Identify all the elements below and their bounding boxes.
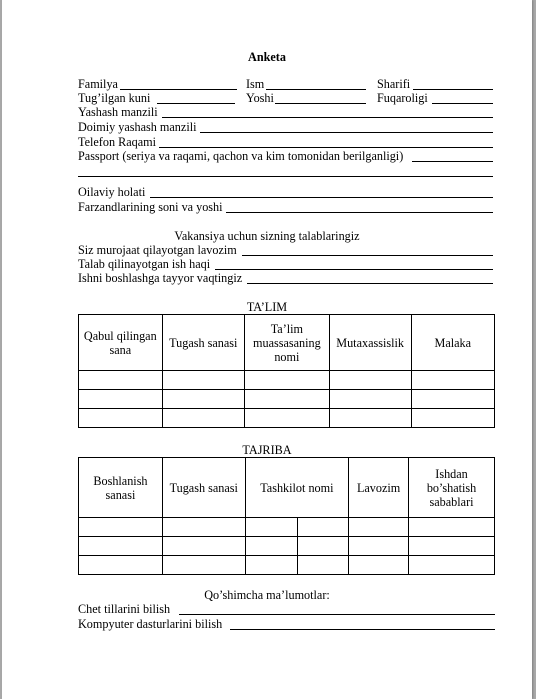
table-cell[interactable] [349, 518, 409, 537]
yashash-manzili-line[interactable] [162, 117, 493, 118]
passport-line-2[interactable] [78, 176, 493, 177]
talim-col-header [245, 315, 330, 371]
table-cell[interactable] [79, 537, 163, 556]
tajriba-header-tugash: Tugash sanasi [169, 480, 238, 495]
table-cell[interactable] [245, 518, 298, 537]
table-cell[interactable] [245, 556, 298, 575]
passport-line[interactable] [412, 161, 493, 162]
vaqt-line[interactable] [247, 283, 493, 284]
table-cell[interactable] [298, 556, 349, 575]
talim-table [78, 314, 495, 428]
table-cell[interactable] [349, 556, 409, 575]
talim-col-header [162, 315, 244, 371]
yoshi-label: Yoshi [246, 91, 274, 105]
oilaviy-label: Oilaviy holati [78, 185, 146, 199]
tajriba-header-boshlanish: Boshlanish sanasi [93, 473, 148, 502]
tajriba-heading: TAJRIBA [242, 443, 292, 457]
table-cell[interactable] [409, 556, 495, 575]
yoshi-line[interactable] [275, 103, 366, 104]
tajriba-header-lavozim: Lavozim [356, 480, 401, 495]
table-cell[interactable] [245, 409, 330, 428]
talim-header-tugash: Tugash sanasi [169, 335, 238, 350]
familya-label: Familya [78, 77, 118, 91]
table-row [79, 390, 495, 409]
table-cell[interactable] [409, 537, 495, 556]
table-cell[interactable] [329, 409, 411, 428]
sharifi-line[interactable] [413, 89, 493, 90]
tugilgan-kuni-line[interactable] [157, 103, 235, 104]
ism-line[interactable] [266, 89, 366, 90]
qoshimcha-heading: Qo’shimcha ma’lumotlar: [204, 588, 330, 602]
lavozim-label: Siz murojaat qilayotgan lavozim [78, 243, 237, 257]
talim-header-qabul: Qabul qilingan sana [83, 328, 157, 357]
table-cell[interactable] [79, 409, 163, 428]
ish-haqi-label: Talab qilinayotgan ish haqi [78, 257, 211, 271]
tajriba-col-header [79, 458, 163, 518]
ism-label: Ism [246, 77, 265, 91]
table-cell[interactable] [79, 556, 163, 575]
talim-col-header [79, 315, 163, 371]
tajriba-header-tashkilot: Tashkilot nomi [260, 480, 334, 495]
tajriba-col-header [349, 458, 409, 518]
table-row [79, 409, 495, 428]
table-cell[interactable] [245, 371, 330, 390]
passport-label: Passport (seriya va raqami, qachon va kim tomonidan berilganligi) [78, 149, 404, 163]
tajriba-col-header [245, 458, 349, 518]
vakansiya-heading: Vakansiya uchun sizning talablaringiz [174, 229, 360, 243]
table-cell[interactable] [162, 537, 245, 556]
tajriba-table [78, 457, 495, 575]
lavozim-line[interactable] [242, 255, 493, 256]
tajriba-header-row [79, 458, 495, 518]
table-cell[interactable] [79, 390, 163, 409]
table-cell[interactable] [245, 537, 298, 556]
doimiy-manzil-label: Doimiy yashash manzili [78, 120, 197, 134]
table-cell[interactable] [162, 390, 244, 409]
familya-line[interactable] [120, 89, 237, 90]
telefon-label: Telefon Raqami [78, 135, 156, 149]
vaqt-label: Ishni boshlashga tayyor vaqtingiz [78, 271, 243, 285]
table-row [79, 518, 495, 537]
table-row [79, 556, 495, 575]
fuqaroligi-line[interactable] [432, 103, 493, 104]
table-cell[interactable] [79, 518, 163, 537]
table-cell[interactable] [409, 518, 495, 537]
table-cell[interactable] [349, 537, 409, 556]
til-line[interactable] [179, 614, 495, 615]
tajriba-header-sabablar: Ishdan bo’shatish sabablari [426, 466, 477, 509]
table-cell[interactable] [411, 371, 494, 390]
document-page [2, 0, 532, 699]
table-cell[interactable] [411, 390, 494, 409]
table-cell[interactable] [162, 556, 245, 575]
table-cell[interactable] [298, 537, 349, 556]
ish-haqi-line[interactable] [215, 269, 493, 270]
yashash-manzili-label: Yashash manzili [78, 105, 158, 119]
doimiy-manzil-line[interactable] [200, 132, 493, 133]
kompyuter-line[interactable] [230, 629, 495, 630]
talim-header-muassasa: Ta’lim muassasaning nomi [253, 321, 321, 364]
table-cell[interactable] [245, 390, 330, 409]
tajriba-col-header [162, 458, 245, 518]
talim-col-header [411, 315, 494, 371]
talim-header-row [79, 315, 495, 371]
table-cell[interactable] [79, 371, 163, 390]
sharifi-label: Sharifi [377, 77, 411, 91]
fuqaroligi-label: Fuqaroligi [377, 91, 428, 105]
til-label: Chet tillarini bilish [78, 602, 171, 616]
table-cell[interactable] [329, 390, 411, 409]
tajriba-col-header [409, 458, 495, 518]
table-row [79, 537, 495, 556]
farzandlar-line[interactable] [226, 212, 493, 213]
form-title: Anketa [248, 50, 286, 64]
talim-col-header [329, 315, 411, 371]
oilaviy-line[interactable] [150, 197, 493, 198]
table-cell[interactable] [329, 371, 411, 390]
table-cell[interactable] [298, 518, 349, 537]
telefon-line[interactable] [159, 147, 493, 148]
talim-header-malaka: Malaka [434, 335, 472, 350]
table-cell[interactable] [162, 409, 244, 428]
farzandlar-label: Farzandlarining soni va yoshi [78, 200, 223, 214]
talim-header-mutaxassislik: Mutaxassislik [336, 335, 404, 350]
table-row [79, 371, 495, 390]
table-cell[interactable] [411, 409, 494, 428]
kompyuter-label: Kompyuter dasturlarini bilish [78, 617, 223, 631]
table-cell[interactable] [162, 371, 244, 390]
table-cell[interactable] [162, 518, 245, 537]
tugilgan-kuni-label: Tug’ilgan kuni [78, 91, 151, 105]
talim-heading: TA’LIM [246, 300, 288, 314]
